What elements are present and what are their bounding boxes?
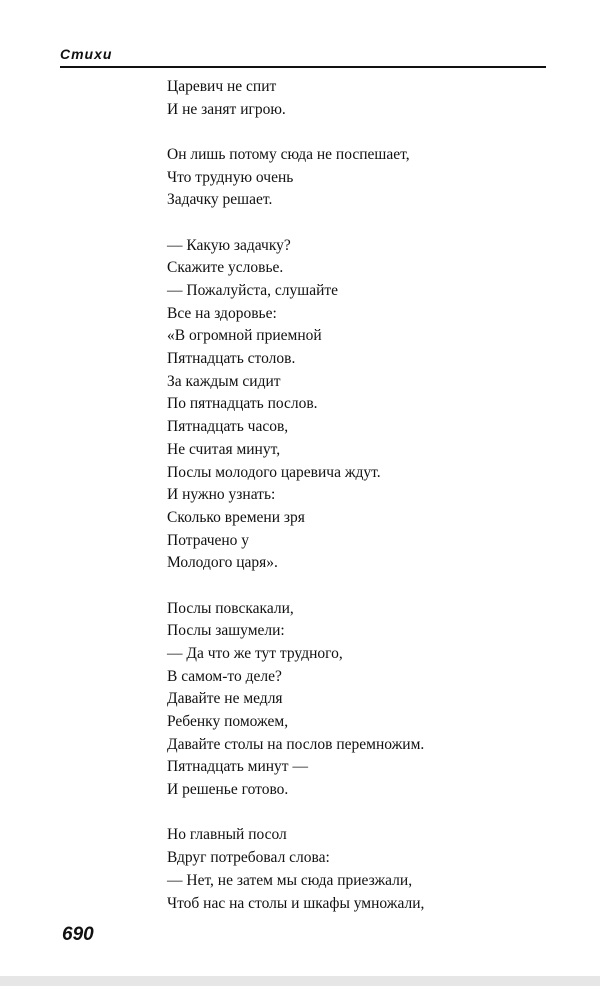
poem-line: За каждым сидит [167,372,281,390]
poem-line: Молодого царя». [167,554,278,572]
poem-stanza [167,235,547,576]
poem-line: Пятнадцать столов. [167,350,296,368]
poem-line: Послы молодого царевича ждут. [167,463,381,481]
poem-line: Давайте не медля [167,690,283,708]
poem-line: Ребенку поможем, [167,713,289,731]
poem-stanza [167,598,547,802]
poem-line: Царевич не спит [167,78,277,95]
running-header-title: Стихи [60,46,113,62]
poem-line: Задачку решает. [167,191,273,209]
poem-line: По пятнадцать послов. [167,395,318,413]
poem-stanza [167,76,547,121]
poem-text [167,76,547,938]
poem-line: Пятнадцать минут — [167,758,308,776]
poem-line: И не занят игрою. [167,100,286,118]
poem-line: И решенье готово. [167,781,289,799]
poem-stanza [167,144,547,212]
poem-line: Послы зашумели: [167,622,285,640]
poem-line: Что трудную очень [167,168,294,186]
poem-line: Пятнадцать часов, [167,418,289,436]
poem-line: Сколько времени зря [167,508,305,526]
poem-line: Вдруг потребовал слова: [167,849,330,867]
poem-line: — Какую задачку? [167,236,291,254]
poem-line: Все на здоровье: [167,304,277,322]
page-bottom-edge [0,976,600,986]
poem-line: Но главный посол [167,826,287,844]
poem-line: Он лишь потому сюда не поспешает, [167,145,410,163]
poem-line: — Нет, не затем мы сюда приезжали, [167,871,413,889]
poem-line: — Да что же тут трудного, [167,644,343,662]
poem-line: Скажите условье. [167,259,284,277]
poem-line: «В огромной приемной [167,327,322,345]
poem-line: — Пожалуйста, слушайте [167,281,339,299]
poem-line: Чтоб нас на столы и шкафы умножали, [167,894,425,912]
poem-stanza [167,824,547,915]
poem-line: В самом-то деле? [167,667,282,685]
page-number: 690 [62,924,94,945]
poem-line: И нужно узнать: [167,486,276,504]
poem-line: Не считая минут, [167,440,281,458]
poem-line: Потрачено у [167,531,250,549]
poem-line: Давайте столы на послов перемножим. [167,735,425,753]
poem-line: Послы повскакали, [167,599,294,617]
running-header [60,44,546,68]
